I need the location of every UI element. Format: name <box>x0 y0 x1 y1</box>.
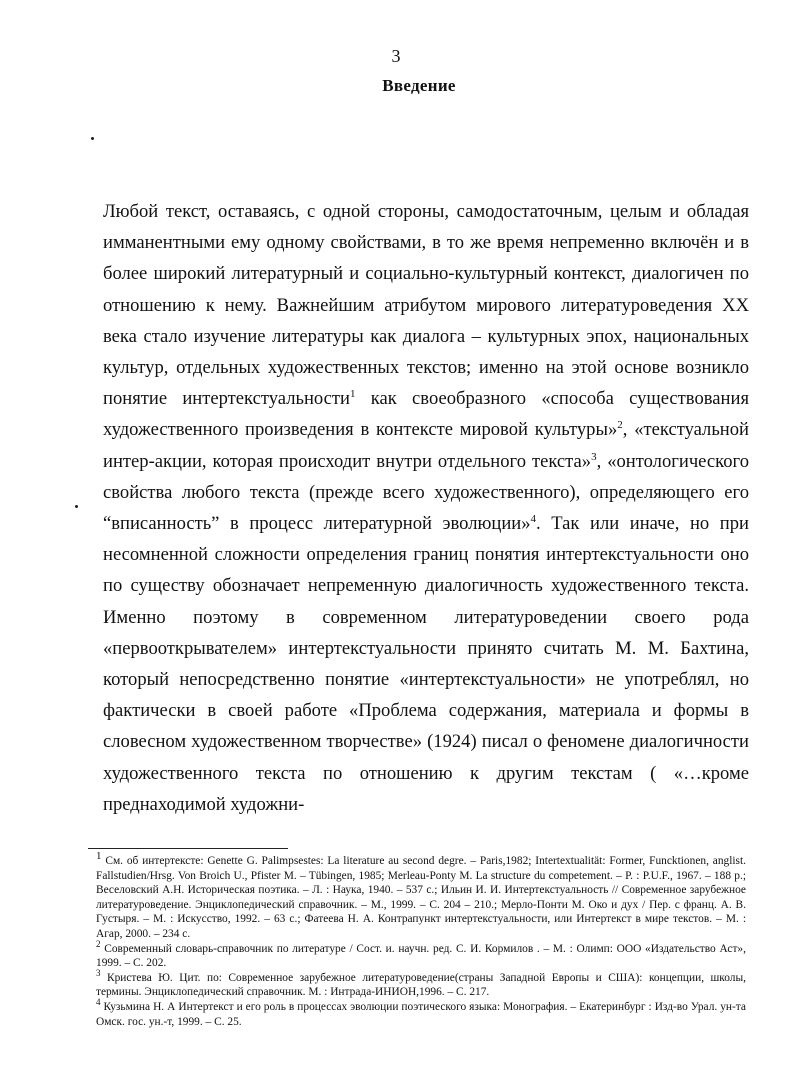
footnote-number: 4 <box>96 997 101 1008</box>
footnote-text: Кристева Ю. Цит. по: Современное зарубежное литературоведение(страны Западной Европы и США): концепции, школы, термины. Энциклопедический справочник. М. : Интрада-ИНИОН,1996. – С. 217. <box>96 971 746 999</box>
footnote-item <box>96 850 746 942</box>
body-text-part: . Так или иначе, но при несомненной сложности определения границ понятия интертекстуальности оно по существу обозначает непременную диалогичность художественного текста. Именно поэтому в современном литературоведении своего рода «первооткрывателем» интертекстуальности принято считать М. М. Бахтина, который непосредственно понятие «интертекстуальности» не употреблял, но фактически в своей работе «Проблема содержания, материала и формы в словесном художественном творчестве» (1924) писал о феномене диалогичности художественного текста по отношению к другим текстам ( «…кроме преднаходимой художни- <box>103 513 749 815</box>
body-text-part: Любой текст, оставаясь, с одной стороны, самодостаточным, целым и обладая имманентными ему одному свойствами, в то же время непременно включён и в более широкий литературный и социально-культурный контекст, диалогичен по отношению к нему. Важнейшим атрибутом мирового литературоведения XX века стало изучение литературы как диалога – культурных эпох, национальных культур, отдельных художественных текстов; именно на этой основе возникло понятие интертекстуальности <box>103 201 749 410</box>
body-paragraph <box>103 196 749 820</box>
scan-speck <box>91 137 94 140</box>
page-title: Введение <box>382 76 456 95</box>
page-number: 3 <box>391 46 401 66</box>
footnote-text: Современный словарь-справочник по литературе / Сост. и. научн. ред. С. И. Кормилов . – М. : Олимп: ООО «Издательство Аст», 1999. – С. 202. <box>96 942 746 970</box>
body-text-part: , «текстуальной интер-акции, которая происходит внутри отдельного текста» <box>103 419 749 472</box>
footnote-text: Кузьмина Н. А Интертекст и его роль в процессах эволюции поэтического языка: Монография. – Екатеринбург : Изд-во Урал. ун-та Омск. гос. ун.-т, 1999. – С. 25. <box>96 1000 746 1028</box>
footnote-number: 2 <box>96 938 101 949</box>
footnote-number: 3 <box>96 967 101 978</box>
footnote-item <box>96 997 746 1029</box>
footnotes <box>96 850 746 1029</box>
footnote-divider <box>88 848 288 849</box>
footnote-ref: 2 <box>617 419 623 432</box>
footnote-ref: 4 <box>530 512 537 525</box>
footnote-number: 1 <box>96 850 102 863</box>
body-text-part: как своеобразного «способа существования художественного произведения в контексте мировой культуры» <box>103 388 749 441</box>
footnote-item <box>96 967 746 1000</box>
body-text-part: , «онтологического свойства любого текста (прежде всего художественного), определяющего его “вписанность” в процесс литературной эволюции» <box>103 450 749 535</box>
footnote-text: См. об интертексте: Genette G. Palimpsestes: La literature au second degre. – Paris,1982; Intertextualität: Former, Funcktionen, anglist. Fallstudien/Hrsg. Von Broich U., Pfister M. – Tübingen, 1985; Merleau-Ponty M. La structure du competement. – P. : P.U.F., 1967. – 188 p.; Веселовский А.Н. Историческая поэтика. – Л. : Наука, 1940. – 537 с.; Ильин И. И. Интертекстуальность // Современное зарубежное литературоведение. Энциклопедический справочник. – М., 1999. – С. 204 – 210.; Мерло-Понти М. Око и дух / Пер. с франц. А. В. Густыря. – М. : Искусство, 1992. – 63 с.; Фатеева Н. А. Контрапункт интертекстуальности, или Интертекст в мире текстов. – М. : Агар, 2000. – 234 с. <box>96 855 746 940</box>
scan-speck <box>75 505 78 508</box>
footnote-ref: 1 <box>350 388 356 401</box>
footnote-item <box>96 938 746 971</box>
footnote-ref: 3 <box>591 450 597 463</box>
